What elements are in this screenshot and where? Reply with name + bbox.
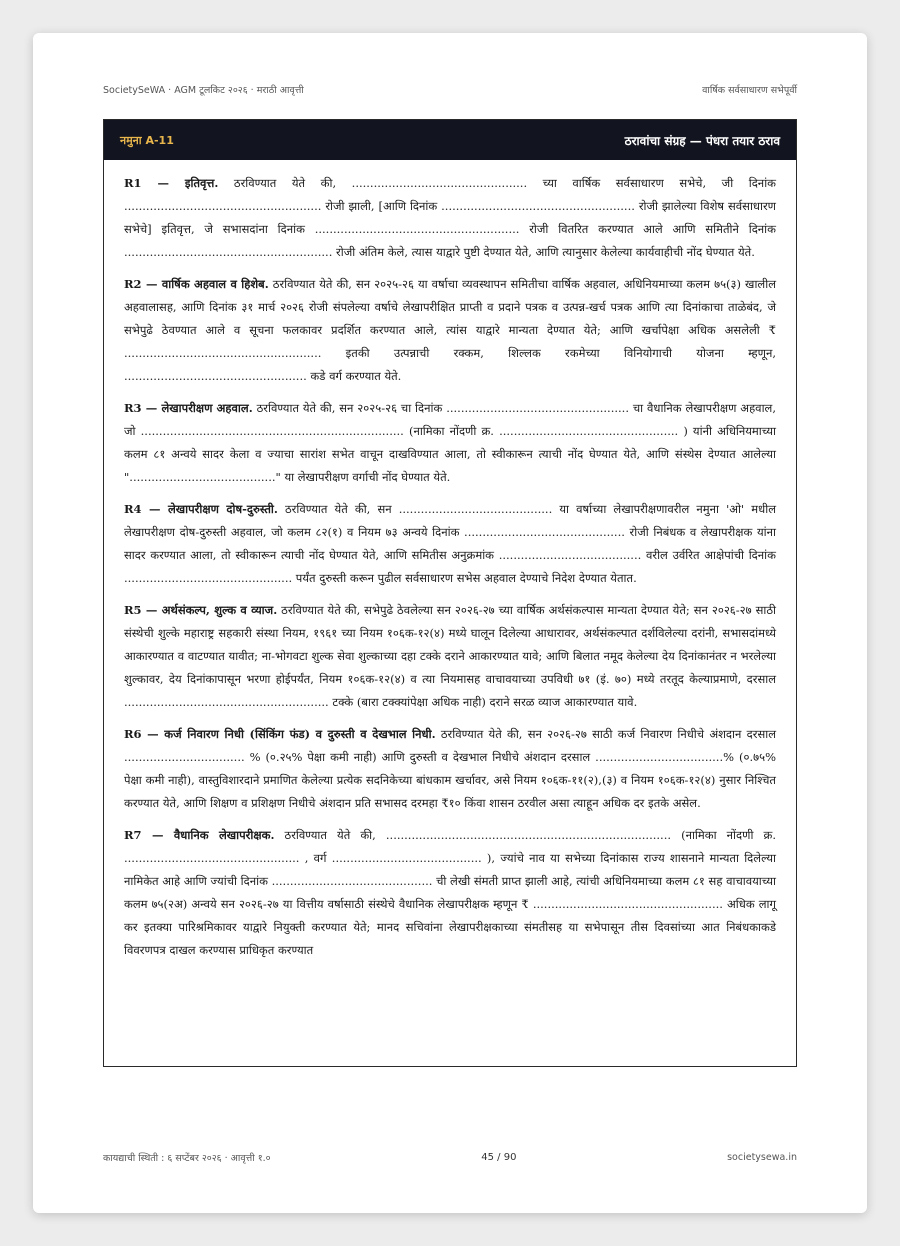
footer-left: कायद्याची स्थिती : ६ सप्टेंबर २०२६ · आवृत्ती १.० (103, 1153, 271, 1164)
resolutions-body (104, 160, 796, 962)
resolution-r1 (124, 172, 776, 264)
resolution-heading: R3 — लेखापरीक्षण अहवाल. (124, 401, 253, 415)
resolution-text: ठरविण्यात येते की, सन २०२५-२६ या वर्षाचा व्यवस्थापन समितीचा वार्षिक अहवाल, अधिनियमाच्या कलम ७५(३) खालील अहवालासह, आणि दिनांक ३१ मार्च २०२६ रोजी संपलेल्या वर्षाचे लेखापरीक्षित प्राप्ती व प्रदाने पत्रक व उत्पन्न-खर्च पत्रक आणि त्या दिनांकाचा ताळेबंद, जे सभेपुढे ठेवण्यात आले व सूचना फलकावर प्रदर्शित करण्यात आले, त्यांस याद्वारे मान्यता देण्यात येते; आणि खर्चापेक्षा अधिक असलेली ₹ ...................................................... इतकी उत्पन्नाची रक्कम, शिल्लक रकमेच्या विनियोगाची योजना म्हणून, .................................................. कडे वर्ग करण्यात येते. (124, 277, 776, 383)
resolution-text: ठरविण्यात येते की, सन .......................................... या वर्षाच्या लेखापरीक्षणावरील नमुना 'ओ' मधील लेखापरीक्षण दोष-दुरुस्ती अहवाल, जो कलम ८२(१) व नियम ७३ अन्वये दिनांक ............................................ रोजी निबंधक व लेखापरीक्षक यांना सादर करण्यात आला, तो स्वीकारून त्याची नोंद घेण्यात येते, आणि समितीस अनुक्रमांक ....................................... वरील उर्वरित आक्षेपांची दिनांक .............................................. पर्यंत दुरुस्ती करून पुढील सर्वसाधारण सभेस अहवाल देण्याचे निदेश देण्यात येतात. (124, 502, 776, 585)
page-footer (103, 1151, 797, 1164)
resolution-r4 (124, 498, 776, 590)
resolution-r3 (124, 397, 776, 489)
form-box (103, 119, 797, 1067)
resolution-text: ठरविण्यात येते की, सन २०२६-२७ साठी कर्ज निवारण निधीचे अंशदान दरसाल ................................. % (०.२५% पेक्षा कमी नाही) आणि दुरुस्ती व देखभाल निधीचे अंशदान दरसाल ...................................% (०.७५% पेक्षा कमी नाही), वास्तुविशारदाने प्रमाणित केलेल्या प्रत्येक सदनिकेच्या बांधकाम खर्चावर, असे नियम १०६क-११(२),(३) व नियम १०६क-१२(४) नुसार निश्चित करण्यात येते, आणि शिक्षण व प्रशिक्षण निधीचे अंशदान प्रति सभासद दरमहा ₹१० किंवा शासन ठरवील असा त्याहून अधिक दर इतके असेल. (124, 727, 776, 810)
page-number: 45 / 90 (481, 1152, 517, 1163)
resolution-r5 (124, 599, 776, 714)
form-badge: नमुना A-11 (120, 133, 174, 147)
running-header (103, 83, 797, 96)
resolution-heading: R2 — वार्षिक अहवाल व हिशेब. (124, 277, 269, 291)
document-page (33, 33, 867, 1213)
form-title-bar (104, 120, 796, 160)
resolution-heading: R1 — इतिवृत्त. (124, 176, 219, 190)
resolution-r6 (124, 723, 776, 815)
header-right: वार्षिक सर्वसाधारण सभेपूर्वी (702, 85, 797, 96)
form-title: ठरावांचा संग्रह — पंधरा तयार ठराव (624, 133, 780, 148)
resolution-text: ठरविण्यात येते की, .............................................................................. (नामिका नोंदणी क्र. ................................................ , वर्ग ......................................... ), ज्यांचे नाव या सभेच्या दिनांकास राज्य शासनाने मान्यता दिलेल्या नामिकेत आहे आणि ज्यांची दिनांक ............................................ ची लेखी संमती प्राप्त झाली आहे, त्यांची अधिनियमाच्या कलम ८१ सह वाचावयाच्या कलम ७५(२अ) अन्वये सन २०२६-२७ या वित्तीय वर्षासाठी संस्थेचे वैधानिक लेखापरीक्षक म्हणून ₹ .................................................... अधिक लागू कर इतक्या पारिश्रमिकावर याद्वारे नियुक्ती करण्यात येते; मानद सचिवांना लेखापरीक्षकाच्या संमतीसह या सभेपासून तीस दिवसांच्या आत निबंधकाकडे विवरणपत्र दाखल करण्यास प्राधिकृत करण्यात (124, 828, 776, 957)
resolution-heading: R4 — लेखापरीक्षण दोष-दुरुस्ती. (124, 502, 278, 516)
resolution-r2 (124, 273, 776, 388)
header-left: SocietySeWA · AGM टूलकिट २०२६ · मराठी आवृत्ती (103, 85, 304, 96)
resolution-text: ठरविण्यात येते की, सन २०२५-२६ चा दिनांक .................................................. चा वैधानिक लेखापरीक्षण अहवाल, जो ........................................................................ (नामिका नोंदणी क्र. ................................................. ) यांनी अधिनियमाच्या कलम ८१ अन्वये सादर केला व ज्याचा सारांश सभेत वाचून दाखविण्यात आला, तो स्वीकारून त्याची नोंद घेण्यात येते, आणि संस्थेस देण्यात आलेल्या "........................................" या लेखापरीक्षण वर्गाची नोंद घेण्यात येते. (124, 401, 777, 484)
resolution-heading: R5 — अर्थसंकल्प, शुल्क व व्याज. (124, 603, 278, 617)
resolution-heading: R7 — वैधानिक लेखापरीक्षक. (124, 828, 275, 842)
resolution-text: ठरविण्यात येते की, ................................................ च्या वार्षिक सर्वसाधारण सभेचे, जी दिनांक ...................................................... रोजी झाली, [आणि दिनांक ..................................................... रोजी झालेल्या विशेष सर्वसाधारण सभेचे] इतिवृत्त, जे सभासदांना दिनांक ........................................................ रोजी वितरित करण्यात आले आणि समितीने दिनांक ......................................................... रोजी अंतिम केले, त्यास याद्वारे पुष्टी देण्यात येते, आणि त्यानुसार केलेल्या कार्यवाहीची नोंद घेण्यात येते. (124, 176, 777, 259)
resolution-r7 (124, 824, 776, 962)
resolution-text: ठरविण्यात येते की, सभेपुढे ठेवलेल्या सन २०२६-२७ च्या वार्षिक अर्थसंकल्पास मान्यता देण्यात येते; सन २०२६-२७ साठी संस्थेची शुल्के महाराष्ट्र सहकारी संस्था नियम, १९६१ च्या नियम १०६क-१२(४) मध्ये घालून दिलेल्या आधारावर, अर्थसंकल्पात दर्शविलेल्या दरांनी, सभासदांमध्ये आकारण्यात व वाटण्यात यावीत; ना-भोगवटा शुल्क सेवा शुल्काच्या दहा टक्के दराने आकारण्यात यावे; आणि बिलात नमूद केलेल्या देय दिनांकानंतर न भरलेल्या शुल्कावर, देय दिनांकापासून भरणा होईपर्यंत, नियम १०६क-१२(४) व त्या नियमासह वाचावयाच्या उपविधी ७१ (इं. ७०) मध्ये तरतूद केल्याप्रमाणे, दरसाल ........................................................ टक्के (बारा टक्क्यांपेक्षा अधिक नाही) दराने सरळ व्याज आकारण्यात यावे. (124, 603, 777, 709)
resolution-heading: R6 — कर्ज निवारण निधी (सिंकिंग फंड) व दुरुस्ती व देखभाल निधी. (124, 727, 436, 741)
footer-right: societysewa.in (727, 1152, 797, 1163)
